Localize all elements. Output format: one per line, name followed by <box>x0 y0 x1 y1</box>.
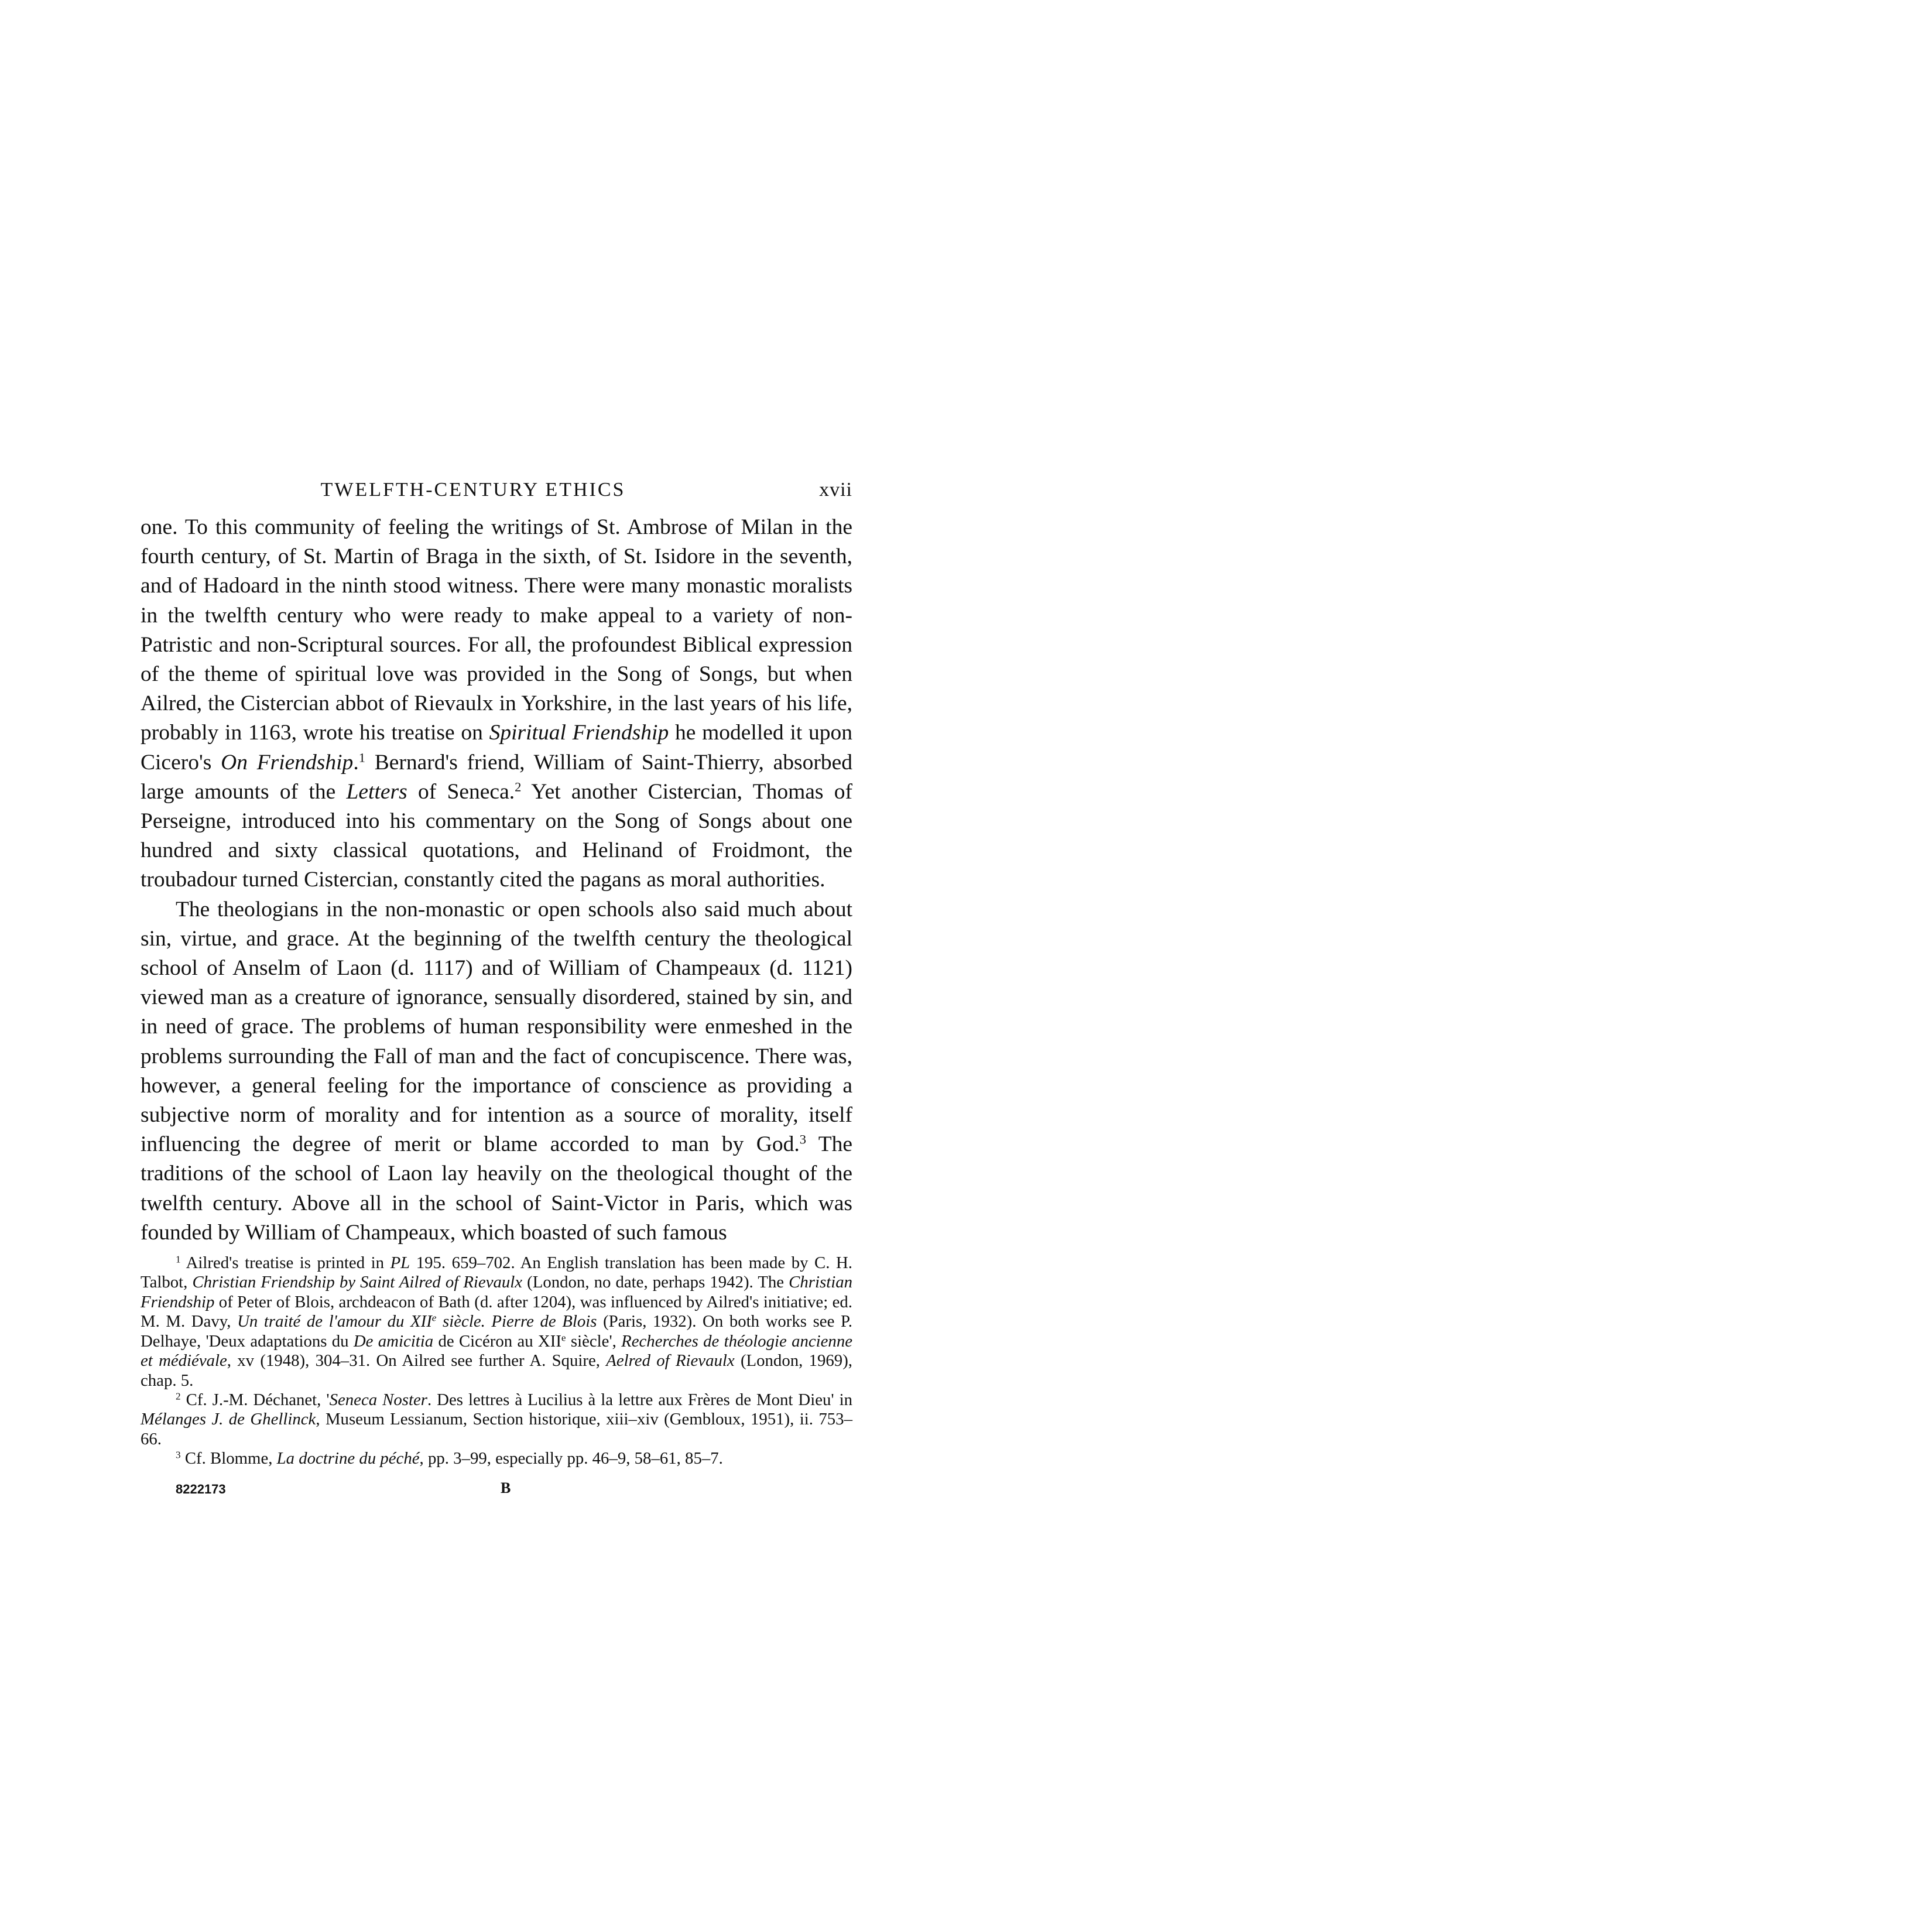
text-run: Cf. J.-M. Déchanet, ' <box>180 1390 330 1409</box>
italic-text: Recherches de théologie ancienne et médiévale <box>141 1331 853 1371</box>
footnote-reference: 2 <box>515 779 522 794</box>
text-run: he modelled it upon Cicero's <box>141 721 852 775</box>
text-run: Cf. Blomme, <box>180 1449 277 1468</box>
text-run: , Museum Lessianum, Section historique, xiii–xiv (Gembloux, 1951), ii. 753–66. <box>141 1410 852 1448</box>
text-run: , pp. 3–99, especially pp. 46–9, 58–61, 85–7. <box>419 1449 723 1468</box>
footnote <box>141 1253 852 1390</box>
footnote <box>141 1449 852 1468</box>
italic-text: Un traité de l'amour du XII <box>237 1312 432 1331</box>
text-run: Bernard's friend, William of Saint-Thierry, absorbed large amounts of the <box>141 750 852 804</box>
italic-text: Aelred of Rievaulx <box>606 1351 735 1371</box>
text-run: 195. 659–702. An English translation has been made by C. H. Talbot, <box>141 1253 852 1292</box>
paragraph <box>141 895 852 1248</box>
print-code: 8222173 <box>176 1481 226 1496</box>
page-footer <box>141 1477 852 1512</box>
text-run: . <box>353 750 359 775</box>
text-run: of Peter of Blois, archdeacon of Bath (d. after 1204), was influenced by Ailred's initiative; ed. M. M. Davy, <box>141 1292 852 1331</box>
footnote-reference: 3 <box>799 1132 806 1147</box>
text-run: de Cicéron au XII <box>433 1331 561 1351</box>
footnote-reference: 1 <box>358 750 365 765</box>
italic-text: Spiritual Friendship <box>489 721 669 745</box>
text-run: Yet another Cistercian, Thomas of Perseigne, introduced into his commentary on the Song of Songs about one hundred and sixty classical quotations, and Helinand of Froidmont, the troubadour turned Cistercian, constantly cited the pagans as moral authorities. <box>141 779 852 892</box>
text-run: siècle', <box>566 1331 622 1351</box>
running-head <box>141 479 852 513</box>
italic-text: Christian Friendship <box>141 1273 852 1311</box>
italic-text: PL <box>390 1253 410 1273</box>
text-run: The traditions of the school of Laon lay heavily on the theological thought of the twelfth century. Above all in the school of Saint-Victor in Paris, which was founded by William of Champeaux, which boasted of such famous <box>141 1132 852 1245</box>
text-run: . Des lettres à Lucilius à la lettre aux Frères de Mont Dieu' in <box>427 1390 852 1409</box>
italic-text: On Friendship <box>221 750 354 775</box>
superscript-text: e <box>431 1312 437 1324</box>
text-run: Ailred's treatise is printed in <box>180 1253 390 1273</box>
footnote-reference: e <box>561 1332 566 1344</box>
text-run: (London, no date, perhaps 1942). The <box>522 1273 789 1292</box>
body-text <box>141 513 852 1248</box>
paragraph <box>141 513 852 895</box>
text-run: one. To this community of feeling the writings of St. Ambrose of Milan in the fourth century, of St. Martin of Braga in the sixth, of St. Isidore in the seventh, and of Hadoard in the ninth stood witness. There were many monastic moralists in the twelfth century who were ready to make appeal to a variety of non-Patristic and non-Scriptural sources. For all, the profoundest Biblical expression of the theme of spiritual love was provided in the Song of Songs, but when Ailred, the Cistercian abbot of Rievaulx in Yorkshire, in the last years of his life, probably in 1163, wrote his treatise on <box>141 515 852 745</box>
footnote-reference: 1 <box>176 1253 181 1265</box>
footnotes <box>141 1253 852 1468</box>
page-number: xvii <box>819 479 852 501</box>
signature-mark: B <box>501 1479 511 1496</box>
italic-text: Mélanges J. de Ghellinck <box>141 1410 316 1429</box>
text-run: of Seneca. <box>407 779 515 804</box>
footnote-reference: 3 <box>176 1449 181 1461</box>
italic-text: La doctrine du péché <box>276 1449 420 1468</box>
italic-text: Christian Friendship by Saint Ailred of Rievaulx <box>192 1273 523 1292</box>
italic-text: Letters <box>346 779 407 804</box>
text-run: (Paris, 1932). On both works see P. Delhaye, 'Deux adaptations du <box>141 1312 852 1351</box>
italic-text: De amicitia <box>353 1331 434 1351</box>
footnote <box>141 1390 852 1449</box>
text-run: , xv (1948), 304–31. On Ailred see further A. Squire, <box>227 1351 607 1371</box>
text-run: (London, 1969), chap. 5. <box>141 1351 852 1390</box>
italic-text: Seneca Noster <box>329 1390 427 1409</box>
running-head-title: TWELFTH-CENTURY ETHICS <box>320 479 626 501</box>
book-page <box>141 479 852 1512</box>
footnote-reference: 2 <box>176 1390 181 1402</box>
italic-text: siècle. Pierre de Blois <box>436 1312 597 1331</box>
text-run: The theologians in the non-monastic or open schools also said much about sin, virtue, and grace. At the beginning of the twelfth century the theological school of Anselm of Laon (d. 1117) and of William of Champeaux (d. 1121) viewed man as a creature of ignorance, sensually disordered, stained by sin, and in need of grace. The problems of human responsibility were enmeshed in the problems surrounding the Fall of man and the fact of concupiscence. There was, however, a general feeling for the importance of conscience as providing a subjective norm of morality and for intention as a source of morality, itself influencing the degree of merit or blame accorded to man by God. <box>141 897 852 1157</box>
